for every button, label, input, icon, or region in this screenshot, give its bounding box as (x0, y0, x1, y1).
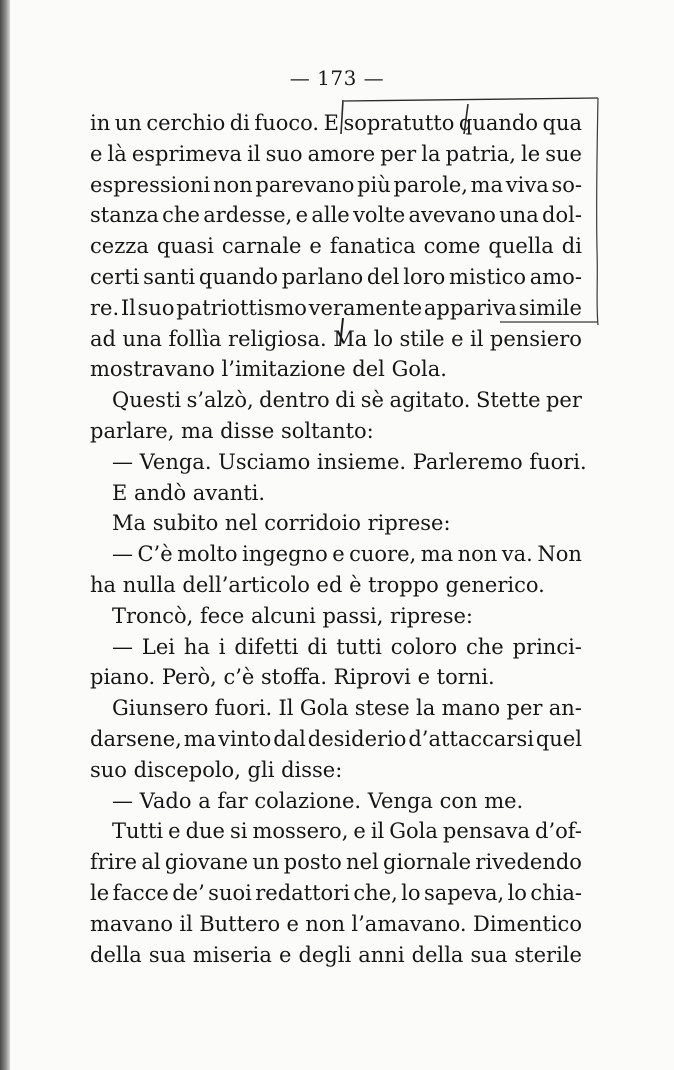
word: ma (470, 172, 504, 197)
text-line (90, 693, 582, 724)
word: carnale (221, 234, 302, 259)
word: l’amavano. (351, 911, 467, 936)
word: Stette (475, 388, 541, 413)
word: loro (403, 264, 446, 289)
pencil-overline (344, 98, 598, 101)
word: una (499, 203, 539, 228)
word: fuoco. (254, 111, 320, 135)
word: e (295, 203, 309, 228)
word: so- (551, 172, 582, 197)
word: desiderio (307, 726, 407, 751)
word: an- (548, 696, 582, 721)
word: e (451, 326, 464, 351)
word: tutti (336, 634, 382, 659)
word: miseria (192, 942, 272, 967)
word: la (421, 141, 441, 166)
word: quel (535, 726, 582, 751)
text-line (90, 108, 582, 139)
word: simile (518, 295, 582, 320)
text-line (90, 231, 582, 262)
word: per (380, 141, 417, 166)
word: in (90, 111, 111, 135)
word: chia- (530, 880, 582, 905)
word: quella (488, 234, 554, 259)
word: e (309, 234, 322, 259)
word: Dimentico (472, 911, 582, 936)
text-line: parlare, ma disse soltanto: (90, 418, 374, 443)
word: ad (90, 326, 116, 351)
word: si (229, 819, 248, 844)
word: e (90, 141, 103, 166)
text-line: E andò avanti. (112, 480, 266, 505)
word: viva (505, 172, 549, 197)
word: — (112, 542, 133, 567)
text-line (90, 816, 582, 847)
word: ma (183, 726, 217, 751)
word: stile (399, 326, 445, 351)
word: e (286, 911, 299, 936)
word: come (423, 234, 481, 259)
word: ha (183, 634, 210, 659)
word: santi (143, 264, 196, 289)
word: patria, (445, 141, 516, 166)
word: certi (90, 264, 140, 289)
word: là (107, 141, 127, 166)
word: pensava (442, 819, 530, 844)
text-line (90, 724, 582, 755)
word: Gola (389, 819, 438, 844)
word: suo (137, 295, 175, 320)
pencil-margin-line (597, 98, 598, 325)
word: Gola (299, 696, 349, 721)
word: appariva (423, 295, 517, 320)
word: e (278, 942, 292, 967)
word: le (521, 141, 541, 166)
word: ma (420, 542, 454, 567)
word: mavano (90, 911, 173, 936)
word: agitato. (389, 388, 471, 413)
text-line (90, 170, 582, 201)
word: quasi (156, 234, 214, 259)
word: amore (307, 141, 376, 166)
text-line: — Vado a far colazione. Venga con me. (112, 788, 524, 813)
word: mossero, (252, 819, 349, 844)
word: per (545, 388, 582, 413)
word: religiosa. (228, 326, 327, 351)
word: sè (360, 388, 384, 413)
word: C’è (137, 542, 173, 567)
word: parole, (393, 172, 468, 197)
word: suo (265, 141, 303, 166)
text-line (90, 909, 582, 940)
word: suoi (208, 880, 252, 905)
word: di (335, 388, 356, 413)
word: e (168, 819, 181, 844)
word: quando (198, 264, 278, 289)
word: Tutti (112, 819, 164, 844)
word: posto (283, 850, 342, 875)
word: non (457, 542, 498, 567)
word: stese (354, 696, 410, 721)
text-line: Troncò, fece alcuni passi, riprese: (112, 603, 473, 628)
body-text (90, 108, 587, 970)
word: sterile (514, 942, 582, 967)
word: della (90, 942, 142, 967)
word: lo (401, 880, 421, 905)
word: espressioni (90, 172, 211, 197)
text-line (90, 139, 582, 170)
word: cuore, (349, 542, 417, 567)
word: di (561, 234, 582, 259)
word: veramente (308, 295, 423, 320)
text-line (90, 385, 582, 416)
word: molto (177, 542, 238, 567)
word: giovane (164, 850, 249, 875)
word: parevano (255, 172, 355, 197)
word: lo (507, 880, 527, 905)
word: che (466, 634, 504, 659)
binding-edge (0, 0, 10, 1070)
word: degli (298, 942, 352, 967)
text-line: piano. Però, c’è stoffa. Riprovi e torni. (90, 665, 495, 690)
text-line (90, 940, 582, 971)
word: alle (311, 203, 350, 228)
word: s’alzò, (186, 388, 254, 413)
word: d’of- (535, 819, 582, 844)
word: Non (537, 542, 582, 567)
word: dol- (542, 203, 582, 228)
word: fuori. (214, 696, 273, 721)
word: e (332, 542, 345, 567)
word: amo- (529, 264, 582, 289)
word: pensiero (489, 326, 582, 351)
word: il (469, 326, 484, 351)
word: anni (358, 942, 405, 967)
text-line (90, 293, 582, 324)
word: E (323, 111, 339, 135)
word: non (212, 172, 253, 197)
word: — (112, 634, 133, 659)
word: princi- (512, 634, 582, 659)
word: d’attaccarsi (408, 726, 534, 751)
word: Il (278, 696, 294, 721)
word: avevano (408, 203, 496, 228)
word: patriottismo (176, 295, 307, 320)
text-line (90, 539, 582, 570)
word: un (114, 111, 142, 135)
word: il (179, 911, 193, 936)
word: del (366, 264, 400, 289)
word: de’ (172, 880, 205, 905)
word: che, (353, 880, 398, 905)
word: qua (542, 111, 582, 135)
word: coloro (390, 634, 458, 659)
word: rivedendo (475, 850, 582, 875)
word: di (229, 111, 250, 135)
word: e (353, 819, 366, 844)
word: quando (458, 111, 538, 135)
text-line: — Venga. Usciamo insieme. Parleremo fuori. (112, 449, 587, 474)
word: i (218, 634, 226, 659)
word: dentro (259, 388, 330, 413)
word: ardesse, (203, 203, 293, 228)
text-line: ha nulla dell’articolo ed è troppo generico. (90, 572, 545, 597)
word: più (357, 172, 391, 197)
word: mano (441, 696, 501, 721)
word: sua (148, 942, 186, 967)
word: della (411, 942, 464, 967)
word: Buttero (199, 911, 281, 936)
text-line (90, 200, 582, 231)
word: cerchio (146, 111, 226, 135)
word: Giunsero (112, 696, 209, 721)
word: parlano (281, 264, 364, 289)
word: sopratutto (343, 111, 455, 135)
word: non (305, 911, 346, 936)
word: un (252, 850, 280, 875)
word: il (370, 819, 385, 844)
word: cezza (90, 234, 149, 259)
word: al (141, 850, 161, 875)
word: vinto (218, 726, 272, 751)
word: giornale (383, 850, 472, 875)
word: Ma (333, 326, 368, 351)
word: darsene, (90, 726, 182, 751)
word: re. (90, 295, 120, 320)
word: Il (120, 295, 136, 320)
word: sua (470, 942, 508, 967)
word: le (90, 880, 110, 905)
word: va. (501, 542, 533, 567)
word: ingegno (241, 542, 328, 567)
word: Lei (141, 634, 175, 659)
word: due (185, 819, 225, 844)
word: sapeva, (423, 880, 505, 905)
word: frire (90, 850, 137, 875)
text-line (90, 324, 582, 355)
word: dal (273, 726, 306, 751)
text-line (90, 878, 582, 909)
word: stanza (90, 203, 159, 228)
word: una (122, 326, 163, 351)
text-line: mostravano l’imitazione del Gola. (90, 357, 447, 382)
text-line (90, 847, 582, 878)
word: volte (353, 203, 406, 228)
text-line (90, 262, 582, 293)
word: fanatica (329, 234, 416, 259)
word: redattori (255, 880, 350, 905)
text-line: Ma subito nel corridoio riprese: (112, 511, 451, 536)
text-line: suo discepolo, gli disse: (90, 757, 343, 782)
word: la (415, 696, 436, 721)
text-line (90, 632, 582, 663)
word: nel (346, 850, 379, 875)
word: lo (373, 326, 394, 351)
word: di (307, 634, 328, 659)
word: per (506, 696, 543, 721)
word: facce (112, 880, 169, 905)
word: mistico (449, 264, 526, 289)
word: difetti (234, 634, 299, 659)
word: che (162, 203, 200, 228)
word: il (247, 141, 261, 166)
page-number: — 173 — (289, 66, 385, 90)
word: Questi (112, 388, 182, 413)
word: sue (545, 141, 582, 166)
word: follìa (168, 326, 222, 351)
word: esprimeva (131, 141, 242, 166)
